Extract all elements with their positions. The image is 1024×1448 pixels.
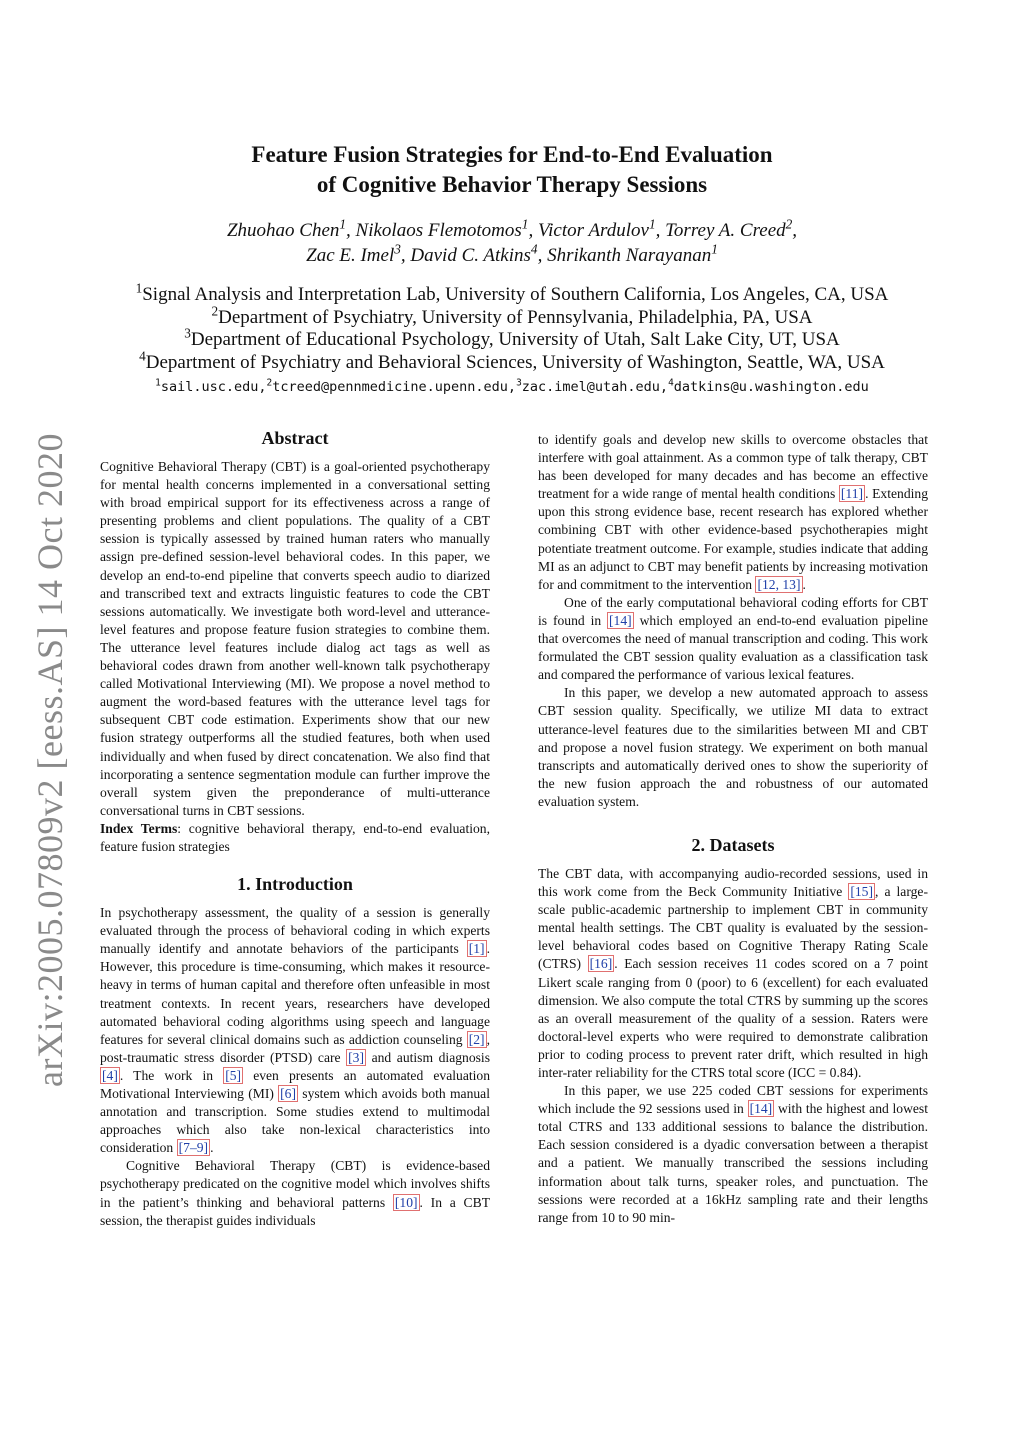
intro-paragraph-2: Cognitive Behavioral Therapy (CBT) is evidence-based psychotherapy predicated on the cognitive model which involves shifts in the patient’s thinking and behavioral patterns [10] . In a CBT session, the therapist guides individuals	[100, 1158, 490, 1228]
author-name: Zhuohao Chen	[226, 220, 340, 241]
citation-link[interactable]: [2]	[468, 1031, 485, 1047]
email-list: $^1$sail.usc.edu,$^2$tcreed@pennmedicine.upenn.edu,$^3$zac.imel@utah.edu,$^4$datkins@u.washington.edu	[155, 377, 869, 395]
author-name: Nikolaos Flemotomos	[355, 220, 522, 241]
citation-link[interactable]: [7–9]	[178, 1140, 209, 1156]
datasets-paragraph-1: The CBT data, with accompanying audio-recorded sessions, used in this work come from the Beck Community Initiative [15] , a large-scale public-academic partnership to implement CBT in community mental health settings. The CBT quality is evaluated by the session-level behavioral codes based on Cognitive Therapy Rating Scale (CTRS) [16] . Each session receives 11 codes scored on a 7 point Likert scale ranging from 0 (poor) to 6 (excellent) for each evaluated dimension. We also compute the total CTRS by summing up the scores as an overall measurement of the quality of a session. Raters were doctoral-level experts who were required to demonstrate calibration prior to coding process to prevent rater drift, which resulted in high inter-rater reliability for the CTRS total score (ICC = 0.84).	[538, 865, 928, 1080]
author-list: Zhuohao Chen$^1$, Nikolaos Flemotomos$^1$, Victor Ardulov$^1$, Torrey A. Creed$^2$, Zac E. Imel$^3$, David C. Atkins$^4$, Shrikanth Narayanan$^1$	[226, 216, 798, 266]
right-column	[538, 431, 928, 1227]
citation-link[interactable]: [10]	[394, 1194, 418, 1210]
intro-paragraph-4: In this paper, we develop a new automated approach to assess CBT session quality. Specifically, we utilize MI data to extract utterance-level features due to the similarities between MI and CBT and propose a novel fusion strategy. We experiment on both manual transcripts and automatically derived ones to show the superiority of the new fusion approach the and robustness of our automated evaluation system.	[538, 685, 928, 809]
citation-link[interactable]: [4]	[102, 1067, 118, 1083]
intro-paragraph-3: One of the early computational behavioral coding efforts for CBT is found in [14] which employed an end-to-end evaluation pipeline that overcomes the need of manual transcription and coding. This work formulated the CBT session quality evaluation as a classification task and compared the performance of various lexical features.	[538, 594, 928, 683]
affiliation: $^2$Department of Psychiatry, University of Pennsylvania, Philadelphia, PA, USA	[211, 303, 813, 328]
citation-link[interactable]: [5]	[225, 1067, 242, 1083]
author-name: Torrey A. Creed	[665, 220, 786, 241]
intro-paragraph-1: In psychotherapy assessment, the quality of a session is generally evaluated through the process of behavioral coding in which experts manually identify and annotate behaviors of the participants [1] . However, this procedure is time-consuming, which makes it resource-heavy in terms of human capital and therefore often unfeasible in most treatment contexts. In recent years, researchers have developed automated behavioral coding algorithms using speech and language features for several clinical domains such as addiction counseling [2] , post-traumatic stress disorder (PTSD) care [3] and autism diagnosis [4] . The work in [5] even presents an automated evaluation Motivational Interviewing (MI) [6] system which avoids both manual annotation and transcription. Some studies extend to multimodal approaches which also take non-lexical characteristics into consideration [7–9] .	[100, 905, 490, 1156]
abstract-heading: Abstract	[261, 428, 329, 448]
datasets-paragraph-2: In this paper, we use 225 coded CBT sessions for experiments which include the 92 sessions used in [14] with the highest and lowest total CTRS and 133 additional sessions to balance the distribution. Each session considered is a dyadic conversation between a therapist and a patient. We manually transcribed the sessions including information about talk turns, speaker roles, and punctuation. The sessions were recorded at a 16kHz sampling rate and their lengths range from 10 to 90 min-	[538, 1083, 928, 1225]
affiliation-list	[80, 280, 944, 374]
email[interactable]: zac.imel@utah.edu,	[521, 379, 669, 395]
affiliation: $^4$Department of Psychiatry and Behavioral Sciences, University of Washington, Seattle, WA, USA	[139, 348, 885, 373]
title-line-1: Feature Fusion Strategies for End-to-End Evaluation	[251, 142, 773, 167]
affiliation: $^3$Department of Educational Psychology, University of Utah, Salt Lake City, UT, USA	[184, 325, 840, 350]
email[interactable]: datkins@u.washington.edu	[673, 379, 869, 395]
citation-link[interactable]: [14]	[749, 1101, 773, 1117]
author-name: Victor Ardulov	[537, 220, 649, 241]
citation-link[interactable]: [12, 13]	[757, 576, 801, 592]
citation-link[interactable]: [6]	[280, 1086, 297, 1101]
citation-link[interactable]: [16]	[589, 956, 613, 972]
citation-link[interactable]: [14]	[609, 612, 632, 628]
paper-title	[100, 140, 924, 200]
arxiv-identifier-text: arXiv:2005.07809v2 [eess.AS] 14 Oct 2020	[30, 433, 70, 1087]
citation-link[interactable]: [1]	[468, 941, 485, 957]
arxiv-identifier	[20, 433, 80, 1087]
author-name: David C. Atkins	[410, 245, 531, 266]
citation-link[interactable]: [3]	[348, 1049, 364, 1065]
affiliation: $^1$Signal Analysis and Interpretation Lab, University of Southern California, Los Angeles, CA, USA	[135, 280, 889, 305]
author-name: Shrikanth Narayanan	[547, 245, 712, 266]
email[interactable]: tcreed@pennmedicine.upenn.edu,	[272, 379, 517, 395]
citation-link[interactable]: [11]	[840, 486, 864, 502]
index-terms: Index Terms: cognitive behavioral therapy, end-to-end evaluation, feature fusion strategies	[100, 820, 490, 854]
author-name: Zac E. Imel	[306, 245, 395, 266]
abstract-text: Cognitive Behavioral Therapy (CBT) is a goal-oriented psychotherapy for mental health concerns implemented in a conversational setting with broad empirical support for its effectiveness across a range of presenting problems and client populations. The quality of a CBT session is typically assessed by trained human raters who manually assign pre-defined session-level behavioral codes. In this paper, we develop an end-to-end pipeline that converts speech audio to diarized and transcribed text and extracts linguistic features to code the CBT sessions automatically. We investigate both word-level and utterance-level features and propose feature fusion strategies to combine them. The utterance level features include dialog act tags as well as behavioral codes drawn from another well-known talk psychotherapy called Motivational Interviewing (MI). We propose a novel method to augment the word-based features with the utterance level tags for subsequent CBT code estimation. Experiments show that our new fusion strategy outperforms all the studied features, both when used individually and when fused by direct concatenation. We also find that incorporating a sentence segmentation module can further improve the overall system given the preponderance of multi-utterance conversational turns in CBT sessions.	[100, 459, 490, 818]
left-column	[100, 426, 490, 1230]
intro-paragraph-2-continued: to identify goals and develop new skills to overcome obstacles that interfere with goal attainment. As a common type of talk therapy, CBT has been developed for many decades and has become an effective treatment for a wide range of mental health conditions [11] . Extending upon this strong evidence base, recent research has explored whether combining CBT with other evidence-based psychotherapies might potentiate treatment outcome. For example, studies indicate that adding MI as an adjunct to CBT may benefit patients by increasing motivation for and commitment to the intervention [12, 13] .	[538, 432, 928, 592]
introduction-heading: 1. Introduction	[237, 874, 353, 895]
title-line-2: of Cognitive Behavior Therapy Sessions	[316, 172, 708, 197]
email[interactable]: sail.usc.edu,	[160, 379, 267, 395]
datasets-heading: 2. Datasets	[691, 834, 775, 855]
citation-link[interactable]: [15]	[850, 884, 874, 900]
